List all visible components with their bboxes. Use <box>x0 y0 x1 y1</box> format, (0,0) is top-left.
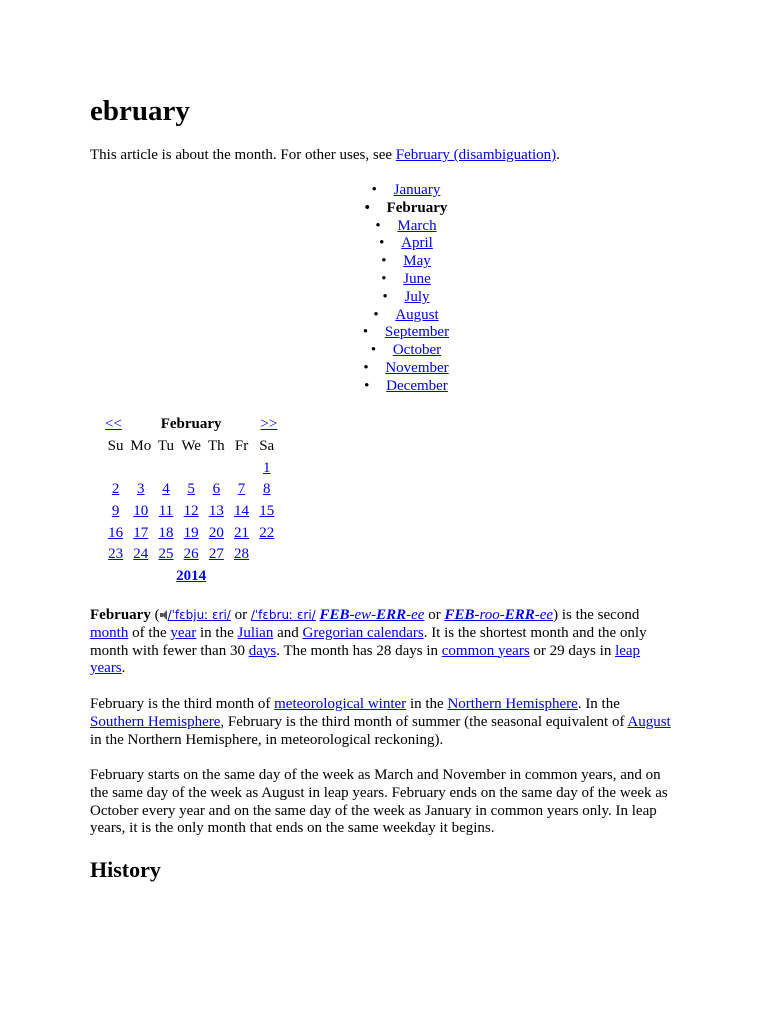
calendar-day-cell <box>179 544 204 566</box>
calendar-day-cell <box>229 501 254 523</box>
respelling-link-1[interactable]: FEB-ew-ERR-ee <box>319 607 425 623</box>
calendar-day-cell <box>103 522 128 544</box>
calendar-weekday-row <box>103 436 279 458</box>
calendar-day-link[interactable]: 24 <box>133 546 149 563</box>
calendar-day-cell <box>179 479 204 501</box>
calendar-week-row <box>103 479 279 501</box>
months-list <box>0 182 768 396</box>
calendar-day-link[interactable]: 2 <box>111 481 120 498</box>
weekday-label: Th <box>208 438 225 455</box>
calendar-day-cell <box>128 479 153 501</box>
calendar-day-link[interactable]: 19 <box>183 524 199 541</box>
calendar-day-cell <box>179 501 204 523</box>
calendar-day-cell <box>128 457 153 479</box>
leap-years-link[interactable]: leap years <box>90 642 641 677</box>
calendar-day-link[interactable]: 22 <box>259 524 275 541</box>
calendar-day-cell <box>229 457 254 479</box>
calendar-day-cell <box>103 544 128 566</box>
calendar-day-link[interactable]: 15 <box>259 503 275 520</box>
year-link[interactable]: year <box>170 624 197 641</box>
list-item-month-current: • February <box>0 200 768 218</box>
calendar-day-link[interactable]: 13 <box>208 503 224 520</box>
list-item-month[interactable]: • June <box>0 271 768 289</box>
list-item-month[interactable]: • August <box>0 307 768 325</box>
month-link[interactable]: month <box>90 624 129 641</box>
calendar-week-row <box>103 501 279 523</box>
northern-hemisphere-link[interactable]: Northern Hemisphere <box>447 696 578 712</box>
calendar-day-link[interactable]: 21 <box>234 524 250 541</box>
list-item-month[interactable]: • September <box>0 324 768 342</box>
speaker-icon[interactable] <box>160 610 168 620</box>
calendar-next-link[interactable]: >> <box>260 416 278 433</box>
calendar-day-link[interactable]: 17 <box>133 524 149 541</box>
list-item-month[interactable]: • April <box>0 235 768 253</box>
weekday-label: Tu <box>157 438 175 455</box>
calendar-day-cell <box>204 501 229 523</box>
calendar-day-cell <box>204 457 229 479</box>
gregorian-link[interactable]: Gregorian calendars <box>302 624 424 641</box>
calendar-week-row <box>103 544 279 566</box>
calendar-week-row <box>103 522 279 544</box>
paragraph-intro: February ( /ˈfɛbjuː ɛri/ or /ˈfɛbruː ɛri/ FEB-ew-ERR-ee or FEB-roo-ERR-ee) is the second month of the year in the Julian and Gregorian calendars. It is the shortest month and the only month with fewer than 30 days. The month has 28 days in common years or 29 days in leap years. <box>90 607 647 677</box>
list-item-month[interactable]: • December <box>0 378 768 396</box>
calendar-day-cell <box>229 544 254 566</box>
calendar-day-link[interactable]: 25 <box>158 546 174 563</box>
calendar-day-link[interactable]: 26 <box>183 546 199 563</box>
calendar-year-cell <box>103 566 279 588</box>
calendar-day-cell <box>204 479 229 501</box>
calendar-day-link[interactable]: 14 <box>234 503 250 520</box>
list-item-month[interactable]: • November <box>0 360 768 378</box>
calendar-day-cell <box>153 479 178 501</box>
weekday-label: Fr <box>234 438 249 455</box>
calendar-day-cell <box>204 522 229 544</box>
julian-link[interactable]: Julian <box>237 624 274 641</box>
calendar-day-cell <box>254 522 279 544</box>
calendar-day-link[interactable]: 18 <box>158 524 174 541</box>
calendar-day-cell <box>103 479 128 501</box>
calendar-year-link[interactable]: 2014 <box>176 568 207 585</box>
calendar-next-cell <box>229 414 279 436</box>
calendar-day-cell <box>128 522 153 544</box>
calendar-day-link[interactable]: 3 <box>137 481 145 498</box>
calendar-day-link[interactable]: 4 <box>162 481 170 498</box>
respelling-link-2[interactable]: FEB-roo-ERR-ee <box>444 607 554 623</box>
calendar-day-link[interactable]: 11 <box>158 503 174 520</box>
section-heading-history: History <box>90 857 161 882</box>
calendar-day-cell <box>254 501 279 523</box>
weekday-label: We <box>181 438 201 455</box>
calendar-day-link[interactable]: 1 <box>262 459 271 476</box>
calendar-day-link[interactable]: 6 <box>212 481 221 498</box>
calendar-day-link[interactable]: 5 <box>187 481 195 498</box>
august-link[interactable]: August <box>627 713 671 730</box>
weekday-label: Su <box>107 438 124 455</box>
calendar-day-cell <box>204 544 229 566</box>
ipa-link-1[interactable]: /ˈfɛbjuː ɛri/ <box>167 608 231 622</box>
calendar-prev-link[interactable]: << <box>105 416 122 433</box>
hatnote: This article is about the month. For other uses, see February (disambiguation). <box>90 147 560 163</box>
calendar-day-cell <box>153 522 178 544</box>
list-item-month[interactable]: • October <box>0 342 768 360</box>
calendar-day-cell <box>103 457 128 479</box>
calendar-day-cell <box>254 457 279 479</box>
weekday-label: Sa <box>259 438 275 455</box>
calendar-day-cell <box>254 544 279 566</box>
calendar-day-cell <box>153 501 178 523</box>
calendar-day-cell <box>103 501 128 523</box>
list-item-month[interactable]: • May <box>0 253 768 271</box>
calendar <box>103 414 279 588</box>
southern-hemisphere-link[interactable]: Southern Hemisphere <box>90 713 221 730</box>
calendar-day-cell <box>254 479 279 501</box>
calendar-day-link[interactable]: 10 <box>133 503 149 520</box>
calendar-day-cell <box>179 457 204 479</box>
calendar-day-link[interactable]: 7 <box>237 481 246 498</box>
ipa-link-2[interactable]: /ˈfɛbruː ɛri/ <box>250 608 316 622</box>
list-item-month[interactable]: • January <box>0 182 768 200</box>
calendar-day-link[interactable]: 12 <box>183 503 199 520</box>
calendar-day-link[interactable]: 20 <box>208 524 224 541</box>
calendar-prev-cell <box>103 414 153 436</box>
calendar-day-link[interactable]: 28 <box>234 546 250 563</box>
calendar-day-cell <box>179 522 204 544</box>
calendar-day-link[interactable]: 16 <box>108 524 124 541</box>
weekday-label: Mo <box>130 438 152 455</box>
paragraph-seasons: February is the third month of meteorological winter in the Northern Hemisphere. In the Southern Hemisphere, February is the third month of summer (the seasonal equivalent of August in the Northern Hemisphere, in meteorological reckoning). <box>90 696 671 748</box>
list-item-month[interactable]: • July <box>0 289 768 307</box>
page-title: ebruary <box>90 95 190 127</box>
calendar-day-link[interactable]: 23 <box>108 546 124 563</box>
calendar-day-link[interactable]: 8 <box>262 481 271 498</box>
calendar-day-cell <box>153 544 178 566</box>
calendar-week-row <box>103 457 279 479</box>
calendar-day-cell <box>229 479 254 501</box>
calendar-day-cell <box>128 544 153 566</box>
disambiguation-link[interactable]: February (disambiguation) <box>395 147 557 163</box>
meteorological-winter-link[interactable]: meteorological winter <box>274 696 407 712</box>
list-item-month[interactable]: • March <box>0 218 768 236</box>
common-years-link[interactable]: common years <box>441 642 530 659</box>
calendar-day-cell <box>128 501 153 523</box>
calendar-day-cell <box>229 522 254 544</box>
calendar-day-link[interactable]: 27 <box>208 546 224 563</box>
days-link[interactable]: days <box>248 642 277 659</box>
calendar-day-link[interactable]: 9 <box>111 503 120 520</box>
calendar-month: February <box>160 416 222 433</box>
calendar-day-cell <box>153 457 178 479</box>
paragraph-weekdays: February starts on the same day of the week as March and November in common years, and on the same day of the week as August in leap years. February ends on the same day of the week as October every year and on the same day of the week as January in common years only. In leap years, it is the only month that ends on the same weekday it begins. <box>90 767 668 837</box>
